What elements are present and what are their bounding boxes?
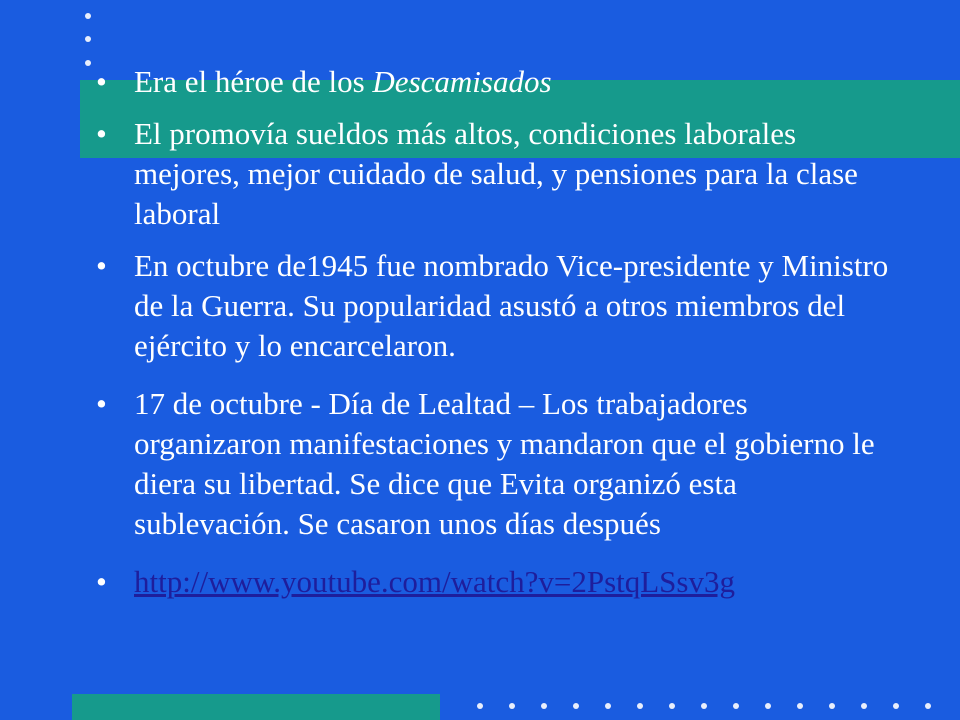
bullet-item-3	[96, 246, 896, 366]
bullet-item-1	[96, 62, 896, 102]
bullet-emphasis: Descamisados	[372, 64, 552, 99]
decorative-dot	[893, 703, 899, 709]
decorative-dot	[509, 703, 515, 709]
decorative-dot	[765, 703, 771, 709]
bullet-item-2	[96, 114, 896, 234]
teal-accent-bar-bottom	[72, 694, 440, 720]
bullet-text: El promovía sueldos más altos, condiciones laborales mejores, mejor cuidado de salud, y pensiones para la clase laboral	[134, 116, 858, 231]
decorative-dot	[541, 703, 547, 709]
bullet-dot: •	[96, 116, 107, 151]
decorative-dot	[477, 703, 483, 709]
bullet-item-4	[96, 384, 896, 544]
decorative-dot	[669, 703, 675, 709]
bullet-dot: •	[96, 64, 107, 99]
bullet-list	[96, 62, 896, 614]
bullet-text: 17 de octubre - Día de Lealtad – Los trabajadores organizaron manifestaciones y mandaron que el gobierno le diera su libertad. Se dice que Evita organizó esta sublevación. Se casaron unos días después	[134, 386, 875, 541]
decorative-dot	[573, 703, 579, 709]
decorative-dot	[925, 703, 931, 709]
decorative-dot	[829, 703, 835, 709]
bullet-text: Era el héroe de los	[134, 64, 373, 99]
bullet-item-5	[96, 562, 896, 602]
decorative-dot	[733, 703, 739, 709]
decorative-dot	[637, 703, 643, 709]
bullet-dot: •	[96, 248, 107, 283]
decorative-dot	[85, 36, 91, 42]
bullet-dot: •	[96, 386, 107, 421]
decorative-dot	[85, 13, 91, 19]
decorative-dot	[605, 703, 611, 709]
bullet-text: En octubre de1945 fue nombrado Vice-presidente y Ministro de la Guerra. Su popularidad asustó a otros miembros del ejército y lo encarcelaron.	[134, 248, 889, 363]
youtube-link[interactable]: http://www.youtube.com/watch?v=2PstqLSsv3g	[134, 564, 735, 599]
decorative-dot	[797, 703, 803, 709]
decorative-dot	[85, 60, 91, 66]
decorative-dot	[861, 703, 867, 709]
decorative-dot	[701, 703, 707, 709]
bullet-dot: •	[96, 564, 107, 599]
